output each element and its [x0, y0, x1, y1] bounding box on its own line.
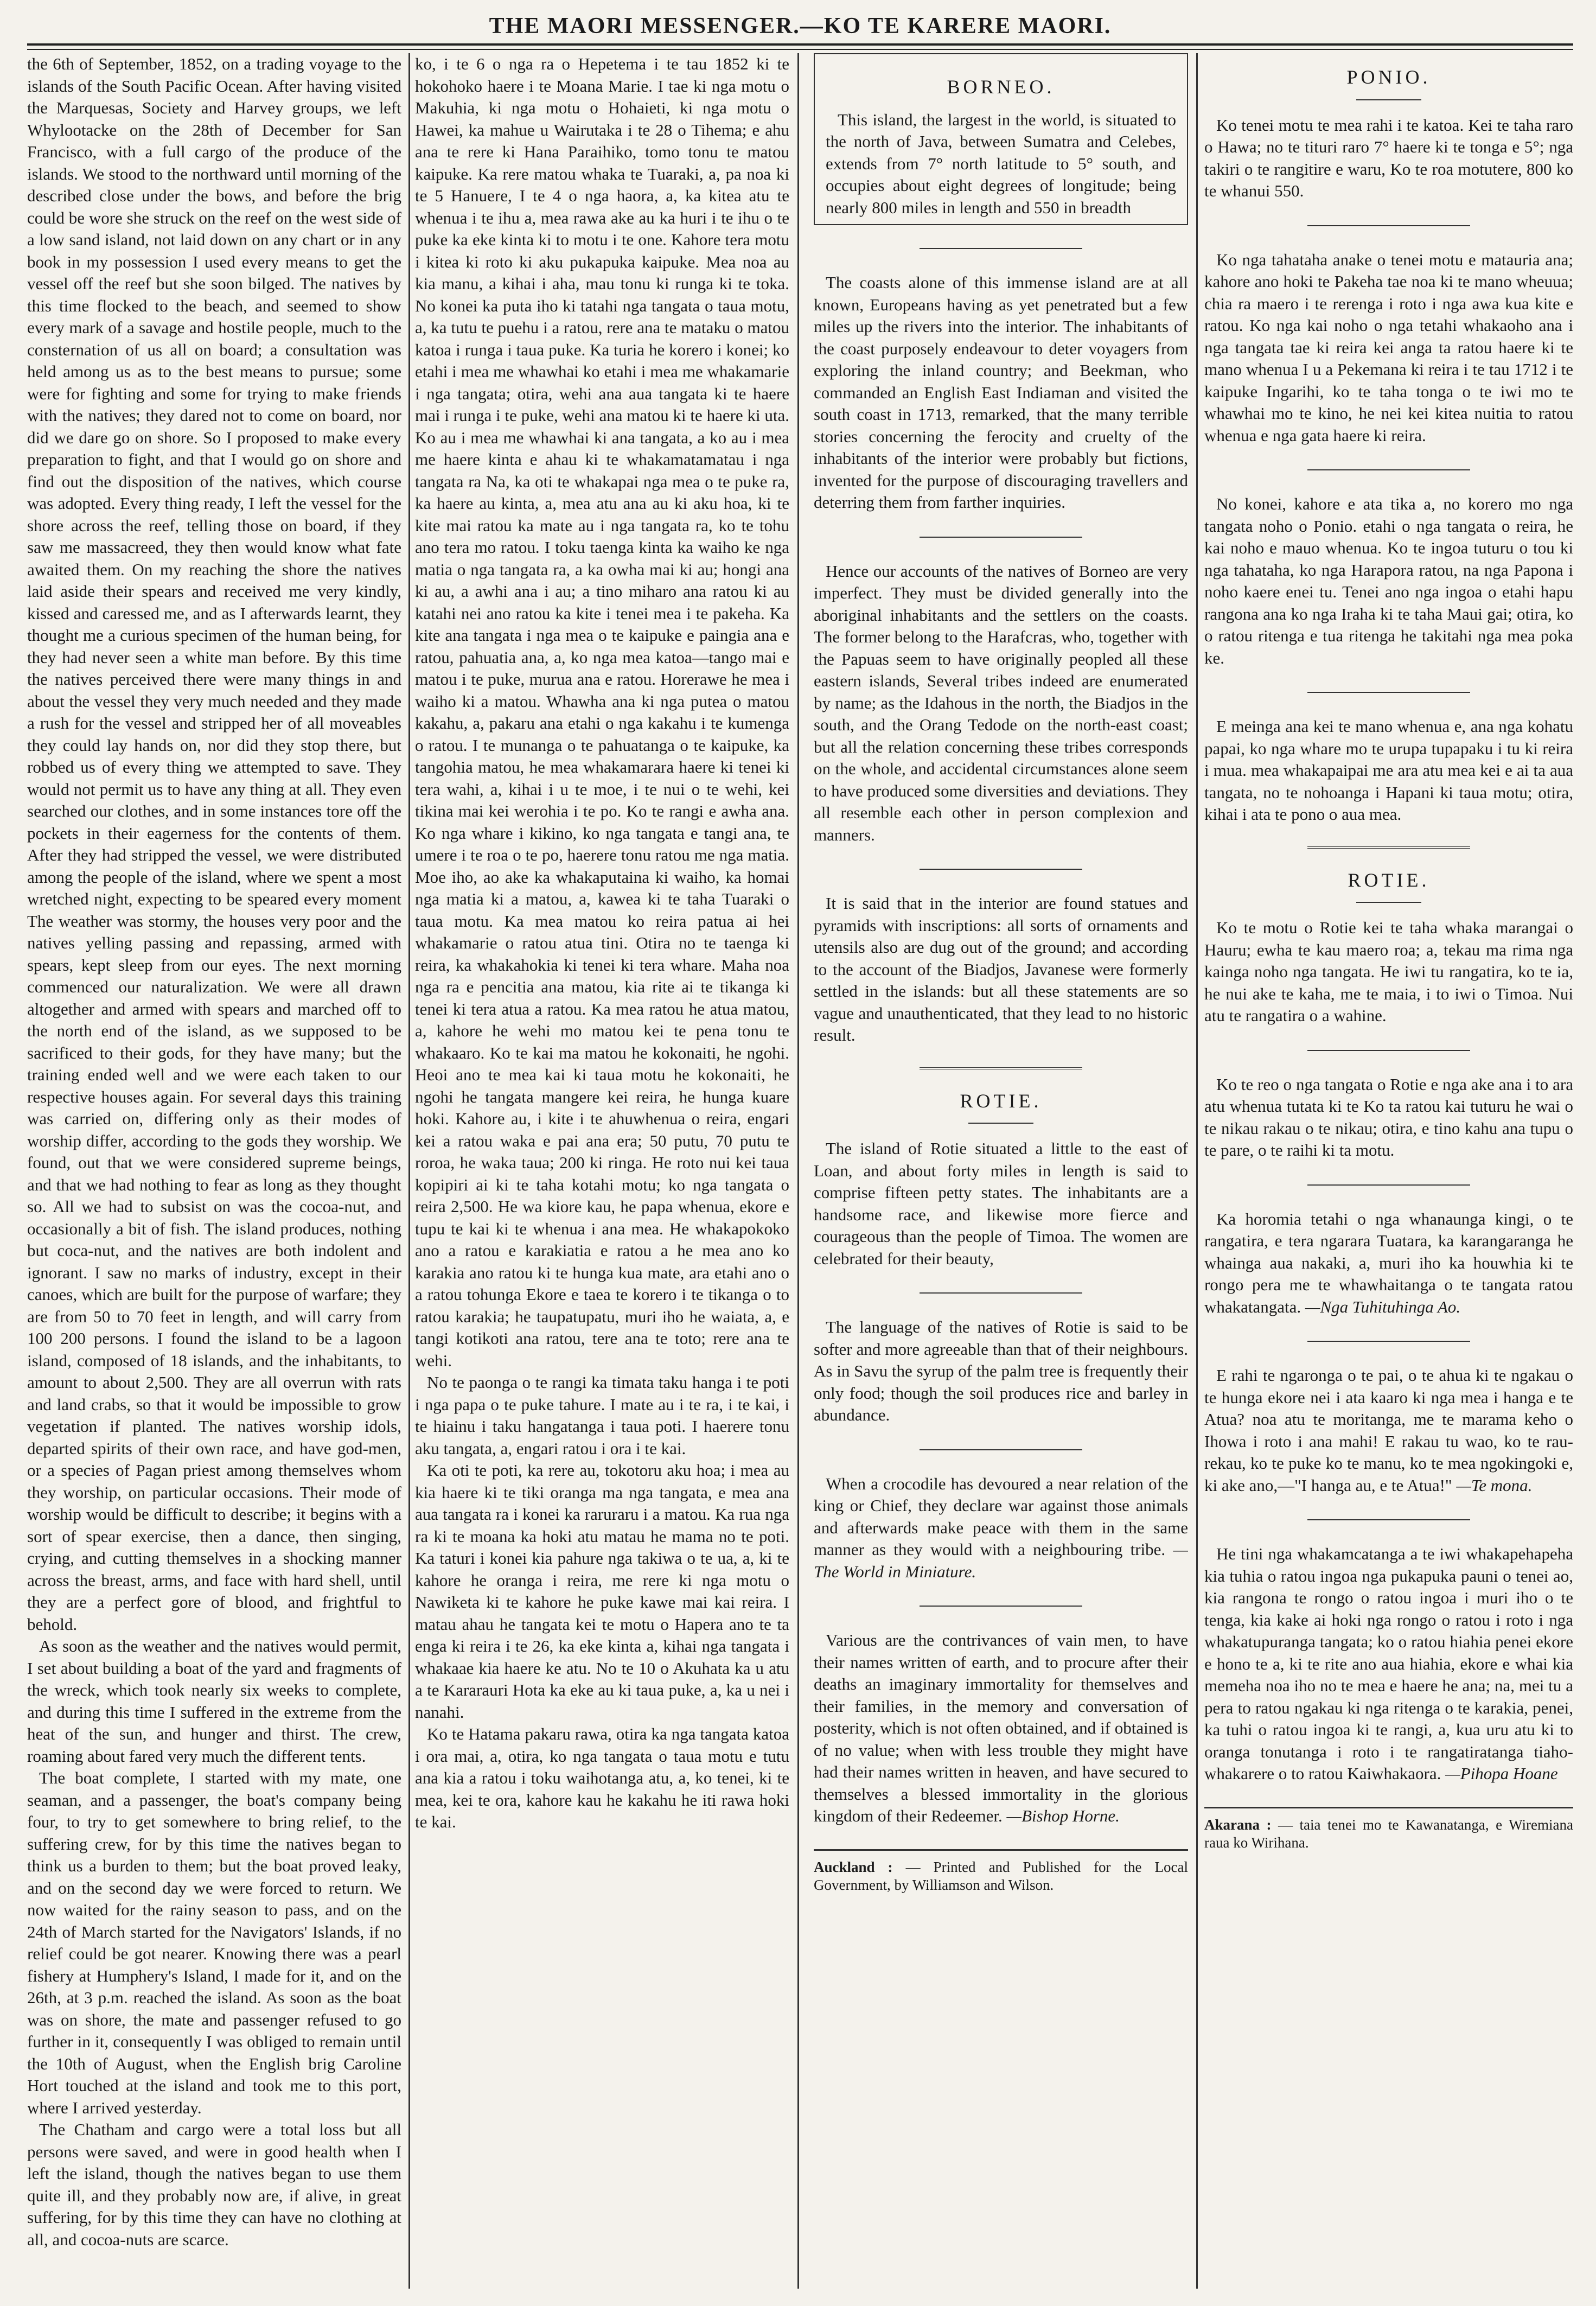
separator: [1307, 1184, 1470, 1186]
source-attribution: —Pihopa Hoane: [1445, 1764, 1558, 1783]
imprint-place: Auckland :: [814, 1858, 893, 1875]
source-attribution: — The World in Miniature.: [814, 1540, 1188, 1581]
separator: [1307, 692, 1470, 693]
separator: [920, 869, 1082, 870]
column-maori-narrative: [415, 53, 789, 2289]
paragraph: [1204, 1365, 1573, 1496]
paragraph: As soon as the weather and the natives would permit, I set about building a boat of the yard and fragments of the wreck, which took nearly six weeks to complete, and during this time I suffered in the extreme from the heat of the sun, and hunger and thirst. The crew, roaming about fared very much the different tents.: [27, 1636, 401, 1766]
source-attribution: —Te mona.: [1456, 1475, 1533, 1495]
paragraph: the 6th of September, 1852, on a trading voyage to the islands of the South Pacific Ocean. After having visited the Marquesas, Society and Harvey groups, we left Whylootacke on the 28th of December for San Francisco, with a full cargo of the produce of the islands. We stood to the northward until morning of the described close under the bows, and before the brig could be wore she struck on the reef on the west side of a low sand island, not laid down on any chart or in any book in my possession I used every means to get the vessel off the reef but she soon bilged. The natives by this time flocked to the beach, and seemed to show every mark of a savage and hostile people, much to the consternation of us all on board; a consultation was held among us as to the best means to pursue; some were for fighting and some for trying to make friends with the natives; they dared not to come on board, nor did we dare go on shore. So I proposed to make every preparation to fight, and that I would go on shore and find out the disposition of the natives, which course was adopted. Every thing ready, I left the vessel for the shore across the reef, telling those on board, if they saw me massacreed, they then would know what fate awaited them. On my reaching the shore the natives laid aside their spears and received me very kindly, kissed and caressed me, and as I afterwards learnt, they thought me a curious specimen of the human being, for they had never seen a white man before. By this time the natives perceived there were many things in and about the vessel they very much needed and they made a rush for the vessel and stripped her of all moveables they could lay hands on, nor did they stop there, but robbed us of every thing we attempted to save. They would not permit us to have any thing at all. They even searched our clothes, and in some instances tore off the pockets in their eagerness for the contents of them. After they had stripped the vessel, we were distributed among the people of the island, where we spent a most wretched night, expecting to be speared every moment The weather was stormy, the houses very poor and the natives yelling passing and repassing, armed with spears, kept sleep from our eyes. The next morning commenced our naturalization. We were all drawn altogether and armed with spears and marched off to the north end of the island, as we supposed to be sacrificed to their gods, for they have many; but the training ended well and we were each taken to our respective houses again. For several days this training was carried on, differing only as their modes of worship differ, according to the gods they worship. We found, out that we were considered supreme beings, and that we had nothing to fear as long as they thought so. All we had to subsist on was the cocoa-nut, and occasionally a bit of fish. The island produces, nothing but coca-nut, and the natives are both indolent and ignorant. I saw no marks of industry, except in their canoes, which are built for the purpose of warfare; they are from 50 to 70 feet in length, and will carry from 100 200 persons. I found the island to be a lagoon island, composed of 18 islands, and the inhabitants, to amount to about 2,500. They are all overrun with rats and land crabs, so that it would be impossible to grow vegetation if planted. The natives worship idols, departed spirits of their own race, and have god-men, or a species of Pagan priest among themselves whom they worship, on particular occasions. Their mode of worship would be difficult to describe; it begins with a sort of spear exercise, then a dance, then singing, crying, and cutting themselves in a shocking manner across the breast, arms, and face with hard shell, until they are a perfect gore of blood, and frightful to behold.: [27, 54, 401, 1634]
paragraph: Ko te Hatama pakaru rawa, otira ka nga tangata katoa i ora mai, a, otira, ko nga tangata o taua motu e tutu ana kia a ratou i toku waihotanga atu, a, ko tenei, ki te mea, kei te ora, kahore kau he kakahu he iti rawa hoki te kai.: [415, 1724, 789, 1831]
borneo-box: [814, 53, 1188, 225]
paragraph: The language of the natives of Rotie is said to be softer and more agreeable than that of their neighbours. As in Savu the syrup of the palm tree is frequently their only food; though the soil produces rice and barley in abundance.: [814, 1317, 1188, 1424]
imprint-text: — taia tenei mo te Kawanatanga, e: [1278, 1816, 1503, 1833]
paragraph: Ko te motu o Rotie kei te taha whaka marangai o Hauru; ewha te kau maero roa; a, tekau ma rima nga kainga noho nga tangata. He iwi tu rangatira, ko te ia, he nui ake te kaha, me te maia, i to iwi o Timoa. Nui atu te rangatira o a wahine.: [1204, 918, 1573, 1025]
heading-rule: [1356, 902, 1421, 903]
paragraph: [1204, 1543, 1573, 1785]
separator: [920, 1449, 1082, 1450]
imprint-text: — Printed and Published for the Local Government, by: [814, 1858, 1188, 1893]
paragraph: [814, 1473, 1188, 1583]
paragraph: No konei, kahore e ata tika a, no korero mo nga tangata noho o Ponio. etahi o nga tangata o reira, he kai noho e mauo whenua. Ko te ingoa tuturu o tou ki nga tahataha, ko nga Harapora ratou, na nga Papona i noho kaere enei tu. Tenei ano nga ingoa o etahi hapu rangona ana ko nga Iraha ki te taha Maui gai; otira, ko o ratou ritenga e tua ritenga he takitahi nga mea poka ke.: [1204, 494, 1573, 667]
paragraph: The coasts alone of this immense island are at all known, Europeans having as yet penetrated but a few miles up the rivers into the interior. The inhabitants of the coast purposely endeavour to deter voyagers from exploring the inland country; and Beekman, who commanded an English East Indiaman and visited the south coast in 1713, remarked, that the many terrible stories concerning the ferocity and cruelty of the inhabitants of the interior were probably but fictions, invented for the purpose of discouraging travellers and deterring them from farther inquiries.: [814, 273, 1188, 512]
masthead: THE MAORI MESSENGER.—KO TE KARERE MAORI.: [489, 14, 1112, 39]
ponio-heading: PONIO.: [1346, 66, 1431, 88]
heading-rule: [1356, 99, 1421, 100]
paragraph: This island, the largest in the world, is situated to the north of Java, between Sumatra and Celebes, extends from 7° north latitude to 5° south, and occupies about eight degrees of longitude; being nearly 800 miles in length and 550 in breadth: [826, 110, 1176, 217]
column-borneo-rotie: [814, 53, 1188, 2289]
separator: [920, 537, 1082, 538]
paragraph-text: He tini nga whakamcatanga a te iwi whakapehapeha kia tuhia o ratou ingoa nga pukapuka pauni o tenei ao, kia rangona te rongo o ratou ingoa i muri iho o te tenga, kia kake ai hoki nga rongo o ratou i roto i nga whakatupuranga tangata; ko o ratou hiahia penei ekore e hono te a, ki te rite ano aua hiahia, ekore e whai kia memeha noa iho no te mea e haere he ana; na, mei tu a pera to ratou ngakau ki nga ritenga o te karakia, penei, ka tuhi o ratou ingoa ki te rangi, a, kua uru atu ki to oranga tonutanga i roto i te rangatiratanga tiaho-whakarere o to ratou Kaiwhakaora.: [1204, 1544, 1573, 1783]
paragraph-text: When a crocodile has devoured a near relation of the king or Chief, they declare war against those animals and afterwards make peace with them in the same manner as they would with a neighbouring tribe.: [814, 1474, 1188, 1559]
paragraph-text: Various are the contrivances of vain men, to have their names written of earth, and to procure after their deaths an imaginary immortality for themselves and their families, in the memory and conversation of posterity, which is not often obtained, and if obtained is of no value; when with less trouble they might have had their names written in heaven, and have secured to themselves a blessed immortality in the glorious kingdom of their Redeemer.: [814, 1630, 1188, 1825]
borneo-heading: BORNEO.: [947, 76, 1055, 98]
paragraph: No te paonga o te rangi ka timata taku hanga i te poti i nga papa o te puke tahure. I mate au i te ra, i te kai, i te hiainu i taku hangatanga i taua poti. I haerere tonu aku tangata, a, engari ratou i ora i te kai.: [415, 1373, 789, 1458]
column-maori-ponio-rotie: [1204, 53, 1573, 2289]
imprint-maori: [1204, 1807, 1573, 1852]
imprint-names: Williamson and Wilson.: [912, 1876, 1054, 1893]
separator: [920, 1292, 1082, 1294]
imprint-english: [814, 1849, 1188, 1894]
column-divider: [797, 53, 799, 2289]
separator: [1307, 846, 1470, 849]
source-attribution: —Nga Tuhituhinga Ao.: [1305, 1297, 1461, 1316]
paragraph: Ko te reo o nga tangata o Rotie e nga ake ana i to ara atu whenua tutata ki te Ko ta ratou kai tuturu he wai o te nikau rakau o te nikau; otira, e tino kahu ana tupu o te pare, o te raihi ki ta motu.: [1204, 1074, 1573, 1160]
paragraph: Ko tenei motu te mea rahi i te katoa. Kei te taha raro o Hawa; no te tituri raro 7° haere ki te tonga e 5°; nga takiri o te rangitire e waru, Ko te roa motutere, 800 ko te whanui 550.: [1204, 115, 1573, 200]
paragraph: E meinga ana kei te mano whenua e, ana nga kohatu papai, ko nga whare mo te urupa tupapaku i tu ki reira i mua. mea whakapaipai me ara atu mea kei e ai ta aua tangata, no te nohoanga i Hapani ki taua motu; otira, kihai i ata te pono o aua mea.: [1204, 717, 1573, 824]
paragraph-text: Ka horomia tetahi o nga whanaunga kingi, o te rangatira, e tera ngarara Tuatara, ka karangaranga he whainga aua nakaki, a, muri iho ka houwhia ki te rongo pera me te whawhaitanga o te tangata ratou whakatangata.: [1204, 1209, 1573, 1316]
separator: [920, 1606, 1082, 1607]
paragraph: It is said that in the interior are found statues and pyramids with inscriptions: all sorts of ornaments and utensils also are dug out of the ground; and according to the account of the Biadjos, Javanese were formerly settled in the islands: but all these statements are so vague and unauthenticated, that they lead to no historic result.: [814, 894, 1188, 1044]
paragraph: The Chatham and cargo were a total loss but all persons were saved, and were in good health when I left the island, though the natives began to use them quite ill, and they probably now are, if alive, in great suffering, for by this time they can have no clothing at all, and cocoa-nuts are scarce.: [27, 2120, 401, 2249]
source-attribution: —Bishop Horne.: [1006, 1806, 1120, 1825]
separator: [1307, 1519, 1470, 1520]
column-divider: [1196, 53, 1198, 2289]
paragraph: Hence our accounts of the natives of Borneo are very imperfect. They must be divided generally into the aboriginal inhabitants and the settlers on the coasts. The former belong to the Harafcras, who, together with the Papuas seem to have originally peopled all these eastern islands, Several tribes indeed are enumerated by name; as the Idahous in the north, the Biadjos in the south, and the Orang Tedode on the north-east coast; but all the relation concerning these tribes corresponds on the whole, and accidental circumstances alone seem to have produced some diversities and deviations. They all resemble each other in person complexion and manners.: [814, 561, 1188, 844]
column-divider: [408, 53, 410, 2289]
separator: [1307, 1050, 1470, 1051]
separator: [920, 1067, 1082, 1069]
separator: [1307, 1341, 1470, 1342]
paragraph: [1204, 1208, 1573, 1318]
paragraph: The island of Rotie situated a little to the east of Loan, and about forty miles in length is said to comprise fifteen petty states. The inhabitants are a handsome race, and likewise more fierce and courageous than the people of Timoa. The women are celebrated for their beauty,: [814, 1139, 1188, 1268]
paragraph: Ko nga tahataha anake o tenei motu e matauria ana; kahore ano hoki te Pakeha tae noa ki te mano wheuua; chia ra maero i te rerenga i roto i nga awa kua kite e ratou. Ko nga kai noho o nga tetahi whakaoho ana i nga tangata tae ki reira kei anga ta ratou haere ki te mano whenua I u a Pekemana ki reira i te tau 1712 i te kaipuke Ingarihi, ko te taha tonga o te iwi mo te whawhai mo te kino, he nei kei kitea nuitia to ratou whenua e nga gata haere ki reira.: [1204, 250, 1573, 445]
separator: [920, 248, 1082, 249]
rotie-heading: ROTIE.: [1348, 869, 1430, 891]
paragraph: ko, i te 6 o nga ra o Hepetema i te tau 1852 ki te hokohoko haere i te Moana Marie. I tae ki nga motu o Makuhia, ki nga motu o Hohaieti, ki nga motu o Hawei, ka mahue u Wairutaka i te 28 o Tihema; e ahu ana te rere ki Hana Paraihiko, tomo tonu te matou kaipuke. Ka rere matou whaka te Tuaraki, a, pa noa ki te 5 Hanuere, I te 4 o nga haora, a, ka kitea atu te whenua i te ihu a, mea rawa ake au ka huri i te ihu o te puke ka eke kinta ki to motu i te one. Kahore tera motu i kitea ki roto ki aku pukapuka kaipuke. Mea noa au kia manu, a kihai i aha, mau tonu ki runga ki te toka. No konei ka puta iho ki tatahi nga tangata o taua motu, a, ka tutu te puehu i a ratou, rere ana te mataku o matou katoa i runga i taua puke. Ka turia he korero i konei; ko etahi i mea me whawhai ko etahi i mea me whakamarie i nga tangata; otira, wehi ana aua tangata ki te haere mai i runga i te puke, wehi ana matou ki te haere ki uta. Ko au i mea me whawhai ki ana tangata, a ko au i mea me haere kinta e ahau ki te whakamatamatau i nga tangata ra Na, ka oti te whakapai nga mea o te puke ra, ka haere au kinta, a, mea atu ana au ki aku hoa, ki te kite mai ratou ka mate au i nga tangata ra, ko te tohu ano tera mo ratou. I toku taenga kinta ka waiho ke nga matia o nga tangata ra, a ka owha mai ki au; hongi ana ki au, a awhi ana i au; a tino miharo ana ratou ki au katahi nei ano ratou ka kite i tenei mea i te pakeha. Ka kite ana tangata i nga mea o te kaipuke e paingia ana e ratou, pahuatia ana, a, ko nga mea katoa—tango mai e matou i te puke, murua ana e ratou. Horerawe he mea i waiho ki a matou. Whawha ana ki nga putea o matou kakahu, a, pakaru ana etahi o nga kakahu i te kumenga o ratou. I te munanga o te pahuatanga o te kaipuke, ka tangohia matou, he mea whakamarara haere ki tenei ki tera wahi, a, kihai i u te moe, i te nui o te wehi, kei tikina mai kei werohia i te po. Ko te rangi e awha ana. Ko nga whare i kikino, ko nga tangata e tangi ana, te umere i te roa o te po, haerere tonu ratou me nga matia. Moe iho, ao ake ka whakaputaina ki waiho, ka homai nga matia ki a matou, a, kawea ki te taha Tuaraki o taua motu. Ka mea matou ko reira patua ai hei whakamarie o ratou atua tini. Otira no te taenga ki reira, ka whakahokia ki tenei ki tera whare. Maha noa nga ra e pencitia ana matou, kia rite ai te tikanga ki tenei ki tera atua a ratou. Ka mea ratou he atua matou, a, kahore he wehi mo matou kei te pena tonu te whakaaro. Ko te kai ma matou he kokonaiti, he ngohi. Heoi ano te mea kai ki taua motu he kokonaiti, he ngohi he tangata mangere kei reira, he hunga kuare hoki. Kahore au, i kite i te ahuwhenua o reira, engari kei a ratou waka e pai ana era; 50 putu, 70 putu te roroa, he waka taua; 200 ki ringa. He roto nui kei taua kopipiri ai ki te taha kotahi motu; ko nga tangata o reira 2,500. He wa kiore kau, he papa whenua, ekore e tupu te kai ki te whenua i ana mea. He whakapokoko ano a ratou e karakiatia e ratou a he mea ano ko karakia ano ratou ki te hunga kua mate, ara etahi ano o a ratou tohunga Ekore e taea te korero i te tikanga o to ratou karakia; he taupatupatu, muri iho he waiata, a, e tangi kotikoti ana ratou, tere ana te toto; rere ana te wehi.: [415, 54, 789, 1370]
paragraph-text: E rahi te ngaronga o te pai, o te ahua ki te ngakau o te hunga ekore nei i ata kaaro ki nga mea i hanga e te Atua? noa atu te moritanga, me te marama keho o Ihowa i roto i ana mahi! E rakau tu wao, ko te rau-rekau, ko te puke ko te manu, ko te mea ngokingoki e, ki ake ano,—"I hanga au, e te Atua!": [1204, 1366, 1573, 1495]
masthead-rule: [27, 43, 1573, 50]
separator: [1307, 469, 1470, 470]
paragraph: Ka oti te poti, ka rere au, tokotoru aku hoa; i mea au kia haere ki te tiki oranga ma nga tangata, e mea ana aua tangata ra i konei ka raruraru i a matou. Ka rua nga ra ki te moana ka hoki atu matau he mama no te poti. Ka taturi i konei kia pahure nga takiwa o te ua, a, ki te kahore he oranga i reira, me rere ki nga motu o Nawiketa ki te kahore he puke kawe mai kai reira. I matau ahau he tangata kei te motu o Hapera ano te ta enga ki reira i te 26, ka eke kinta a, kihai nga tangata i whakaae kia haere ke atu. No te 10 o Akuhata ka u atu a te Kararauri Hota ka eke au ki taua puke, a, ka u nei i nanahi.: [415, 1461, 789, 1722]
paragraph: [814, 1629, 1188, 1827]
separator: [1307, 225, 1470, 226]
rotie-heading: ROTIE.: [960, 1090, 1042, 1112]
paragraph: The boat complete, I started with my mate, one seaman, and a passenger, the boat's company being four, to try to get somewhere to bring relief, to the suffering crew, for by this time the natives began to think us a burden to them; but the boat proved leaky, and on the second day we were forced to return. We now waited for the rainy season to pass, and on the 24th of March started for the Navigators' Islands, if no relief could be got nearer. Knowing there was a pearl fishery at Humphery's Island, I made for it, and on the 26th, at 3 p.m. reached the island. As soon as the boat was on shore, the mate and passenger refused to go further in it, consequently I was obliged to remain until the 10th of August, when the English brig Caroline Hort touched at the island and took me to this port, where I arrived yesterday.: [27, 1768, 401, 2117]
imprint-place: Akarana :: [1204, 1816, 1272, 1833]
column-english-narrative: [27, 53, 401, 2289]
newspaper-page: [27, 11, 1573, 2295]
heading-rule: [968, 1123, 1033, 1124]
imprint-names: Wiremiana raua ko Wirihana.: [1204, 1816, 1573, 1851]
